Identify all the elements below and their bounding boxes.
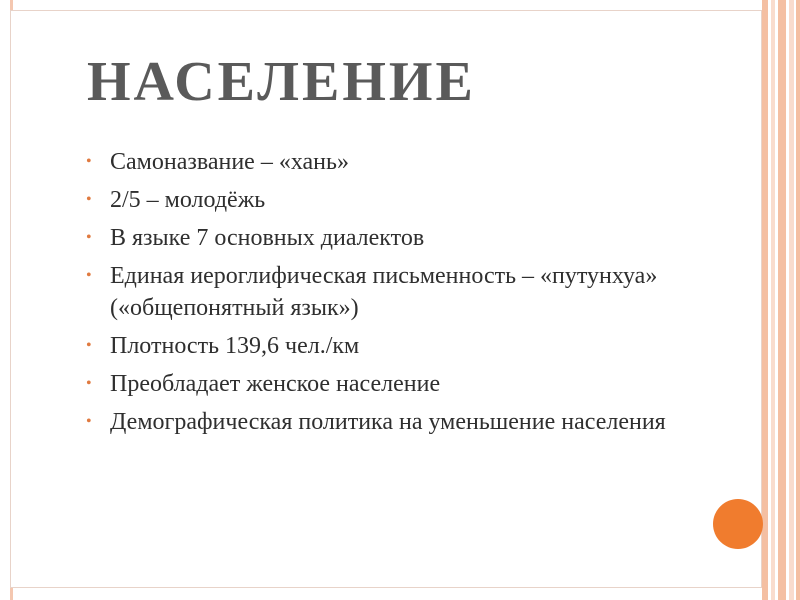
bullet-icon: • bbox=[86, 267, 92, 284]
slide-title: НАСЕЛЕНИЕ bbox=[87, 51, 476, 113]
bullet-list bbox=[86, 146, 706, 444]
bullet-item bbox=[86, 222, 706, 254]
bullet-text: 2/5 – молодёжь bbox=[110, 187, 266, 213]
right-decorative-stripes bbox=[762, 0, 800, 600]
bullet-item bbox=[86, 260, 706, 324]
bullet-item bbox=[86, 368, 706, 400]
bullet-item bbox=[86, 146, 706, 178]
bullet-icon: • bbox=[86, 229, 92, 246]
stripe bbox=[778, 0, 786, 600]
bullet-icon: • bbox=[86, 337, 92, 354]
bullet-text: Единая иероглифическая письменность – «путунхуа» («общепонятный язык») bbox=[110, 263, 658, 321]
orange-circle-decoration bbox=[713, 499, 763, 549]
bullet-item bbox=[86, 330, 706, 362]
stripe bbox=[762, 0, 768, 600]
bullet-text: Самоназвание – «хань» bbox=[110, 149, 349, 175]
bullet-icon: • bbox=[86, 153, 92, 170]
stripe bbox=[771, 0, 775, 600]
bullet-icon: • bbox=[86, 413, 92, 430]
bullet-text: Демографическая политика на уменьшение населения bbox=[110, 409, 666, 435]
stripe bbox=[796, 0, 800, 600]
stripe bbox=[789, 0, 794, 600]
bullet-item bbox=[86, 406, 706, 438]
bullet-text: В языке 7 основных диалектов bbox=[110, 225, 425, 251]
bullet-text: Плотность 139,6 чел./км bbox=[110, 333, 360, 359]
bullet-icon: • bbox=[86, 375, 92, 392]
bullet-icon: • bbox=[86, 191, 92, 208]
bullet-item bbox=[86, 184, 706, 216]
bullet-text: Преобладает женское население bbox=[110, 371, 441, 397]
